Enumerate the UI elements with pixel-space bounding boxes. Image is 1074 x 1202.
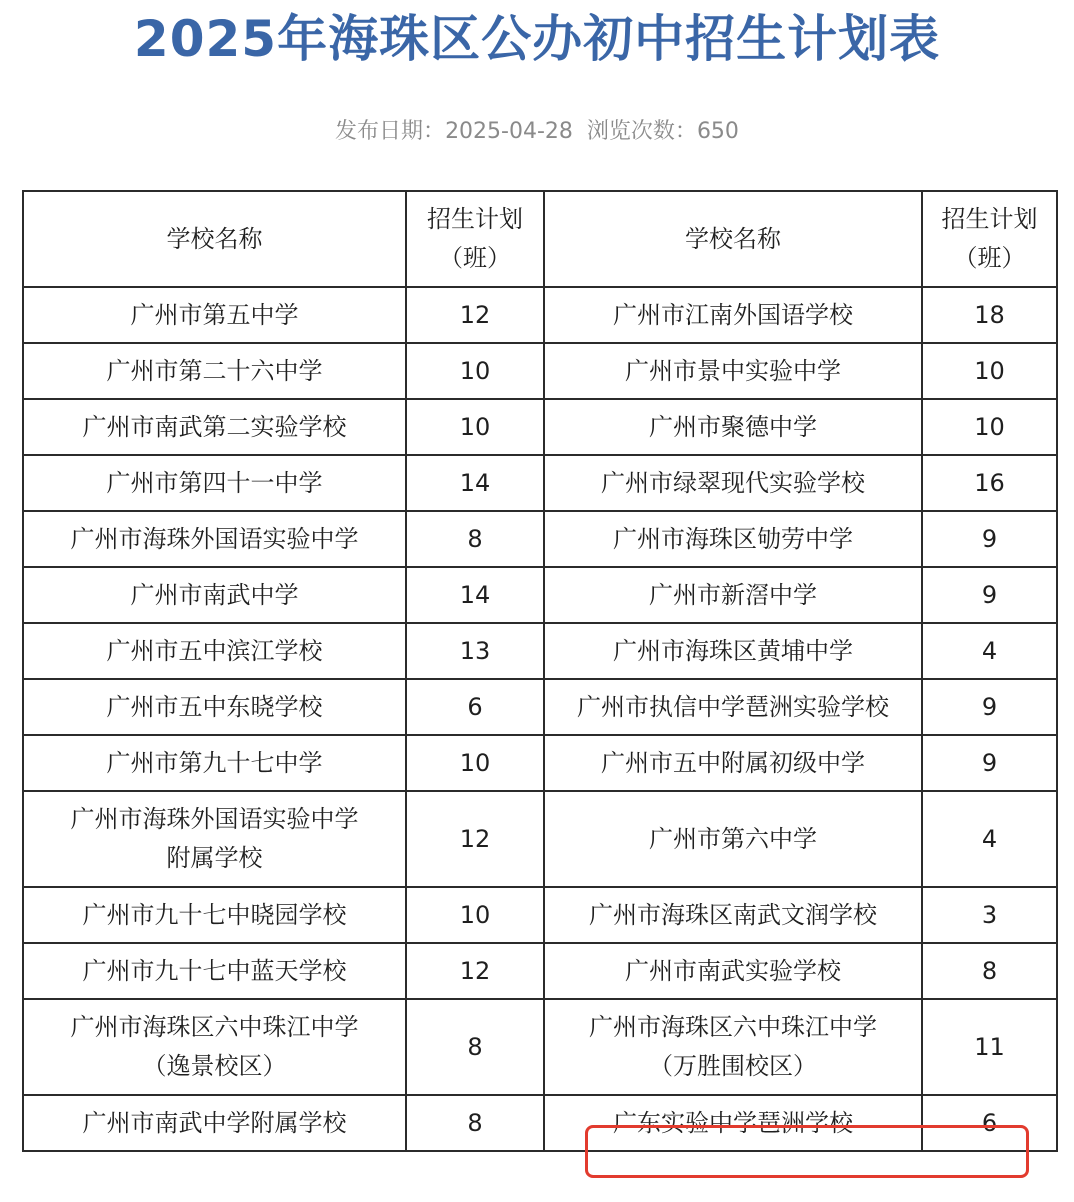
article-meta	[0, 114, 1074, 150]
table-row	[23, 511, 1057, 567]
school-name-cell: 广州市南武中学附属学校	[23, 1095, 406, 1151]
plan-cell: 11	[922, 999, 1057, 1095]
header-plan-unit: （班）	[953, 244, 1026, 272]
enrollment-plan-table	[22, 190, 1058, 1152]
school-name-cell: 广州市海珠区南武文润学校	[544, 887, 922, 943]
school-name-cell: 广州市五中附属初级中学	[544, 735, 922, 791]
plan-cell: 10	[406, 735, 544, 791]
table-row	[23, 943, 1057, 999]
plan-cell: 3	[922, 887, 1057, 943]
school-name-cell: 广州市绿翠现代实验学校	[544, 455, 922, 511]
publish-date: 2025-04-28	[445, 119, 573, 144]
plan-cell: 8	[406, 511, 544, 567]
school-name-line: 附属学校	[166, 844, 263, 872]
school-name-cell: 广州市江南外国语学校	[544, 287, 922, 343]
plan-cell: 9	[922, 567, 1057, 623]
school-name-cell: 广州市九十七中蓝天学校	[23, 943, 406, 999]
school-name-cell	[544, 999, 922, 1095]
header-plan-unit: （班）	[439, 244, 511, 272]
header-plan-right	[922, 191, 1057, 287]
plan-cell: 10	[922, 343, 1057, 399]
school-name-cell: 广州市第二十六中学	[23, 343, 406, 399]
plan-cell: 9	[922, 735, 1057, 791]
school-name-cell: 广州市海珠外国语实验中学	[23, 511, 406, 567]
highlighted-school-name-cell: 广东实验中学琶洲学校	[544, 1095, 922, 1151]
school-name-line: （万胜围校区）	[649, 1052, 817, 1080]
school-name-cell: 广州市第六中学	[544, 791, 922, 887]
school-name-cell	[23, 999, 406, 1095]
table-row	[23, 567, 1057, 623]
table-row	[23, 887, 1057, 943]
plan-cell: 18	[922, 287, 1057, 343]
school-name-cell: 广州市第五中学	[23, 287, 406, 343]
table-row	[23, 399, 1057, 455]
school-name-line: 广州市海珠外国语实验中学	[70, 805, 359, 833]
plan-cell: 12	[406, 943, 544, 999]
table-row	[23, 287, 1057, 343]
plan-cell: 4	[922, 623, 1057, 679]
school-name-cell: 广州市海珠区黄埔中学	[544, 623, 922, 679]
table-row	[23, 343, 1057, 399]
plan-cell: 13	[406, 623, 544, 679]
plan-cell: 9	[922, 679, 1057, 735]
header-plan-label: 招生计划	[941, 205, 1038, 233]
plan-cell: 10	[406, 399, 544, 455]
plan-cell: 14	[406, 455, 544, 511]
plan-cell: 8	[406, 999, 544, 1095]
school-name-cell: 广州市九十七中晓园学校	[23, 887, 406, 943]
school-name-cell: 广州市五中滨江学校	[23, 623, 406, 679]
table-row	[23, 623, 1057, 679]
school-name-cell: 广州市新滘中学	[544, 567, 922, 623]
school-name-line: （逸景校区）	[142, 1052, 287, 1080]
plan-cell: 12	[406, 791, 544, 887]
publish-date-label: 发布日期：	[335, 119, 446, 144]
school-name-cell: 广州市聚德中学	[544, 399, 922, 455]
school-name-cell: 广州市执信中学琶洲实验学校	[544, 679, 922, 735]
highlighted-plan-cell: 6	[922, 1095, 1057, 1151]
plan-cell: 10	[406, 887, 544, 943]
school-name-cell: 广州市景中实验中学	[544, 343, 922, 399]
table-row	[23, 735, 1057, 791]
plan-cell: 10	[406, 343, 544, 399]
table-row	[23, 679, 1057, 735]
school-name-cell: 广州市南武中学	[23, 567, 406, 623]
school-name-line: 广州市海珠区六中珠江中学	[70, 1013, 359, 1041]
plan-cell: 8	[922, 943, 1057, 999]
page-title: 2025年海珠区公办初中招生计划表	[133, 10, 941, 68]
plan-cell: 6	[406, 679, 544, 735]
header-school-name-right: 学校名称	[544, 191, 922, 287]
plan-cell: 9	[922, 511, 1057, 567]
school-name-cell: 广州市海珠区劬劳中学	[544, 511, 922, 567]
school-name-cell: 广州市南武实验学校	[544, 943, 922, 999]
header-plan-label: 招生计划	[427, 205, 523, 233]
school-name-cell: 广州市南武第二实验学校	[23, 399, 406, 455]
school-name-cell: 广州市五中东晓学校	[23, 679, 406, 735]
plan-cell: 4	[922, 791, 1057, 887]
highlight-box	[585, 1125, 1029, 1178]
plan-cell: 10	[922, 399, 1057, 455]
table-row	[23, 455, 1057, 511]
views-label: 浏览次数：	[586, 119, 697, 144]
plan-cell: 12	[406, 287, 544, 343]
school-name-cell: 广州市第四十一中学	[23, 455, 406, 511]
plan-cell: 8	[406, 1095, 544, 1151]
table-row	[23, 791, 1057, 887]
table-row	[23, 999, 1057, 1095]
school-name-line: 广州市海珠区六中珠江中学	[589, 1013, 877, 1041]
plan-cell: 16	[922, 455, 1057, 511]
table-header-row	[23, 191, 1057, 287]
plan-cell: 14	[406, 567, 544, 623]
header-plan-left	[406, 191, 544, 287]
school-name-cell: 广州市第九十七中学	[23, 735, 406, 791]
header-school-name-left: 学校名称	[23, 191, 406, 287]
view-count: 650	[696, 119, 739, 144]
school-name-cell	[23, 791, 406, 887]
